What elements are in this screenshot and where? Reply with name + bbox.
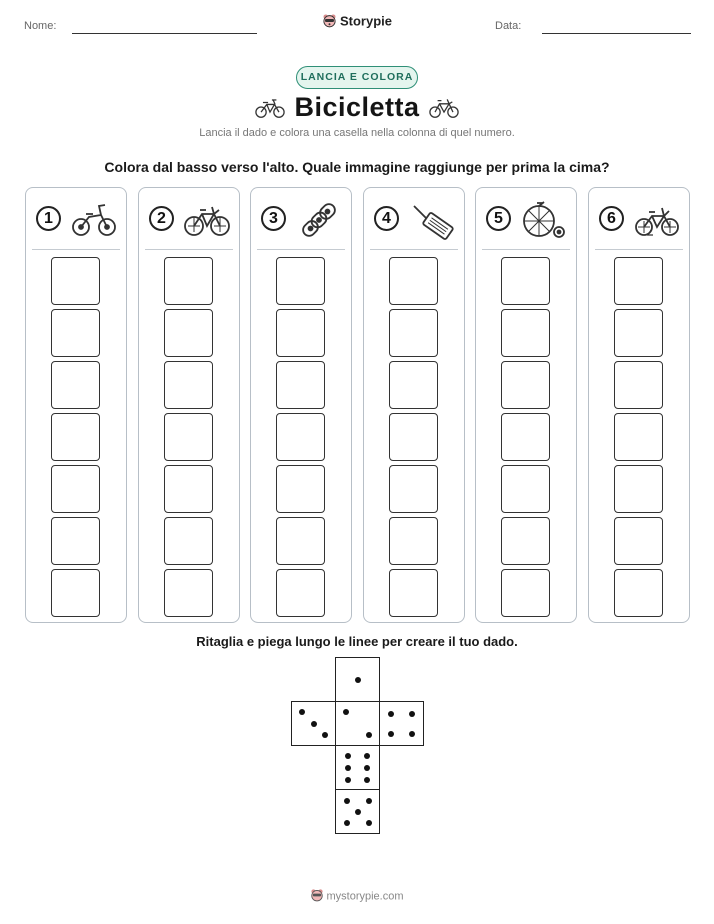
die-pip (366, 820, 372, 826)
color-cell[interactable] (501, 517, 550, 565)
column-header (364, 188, 464, 248)
color-cell[interactable] (164, 309, 213, 357)
color-cell[interactable] (164, 257, 213, 305)
cut-instruction: Ritaglia e piega lungo le linee per creare il tuo dado. (196, 634, 518, 649)
color-cell[interactable] (164, 569, 213, 617)
brand-name: Storypie (339, 13, 392, 29)
die-pip (345, 753, 351, 759)
color-cell[interactable] (51, 257, 100, 305)
color-cell[interactable] (389, 569, 438, 617)
instruction: Colora dal basso verso l'alto. Quale immagine raggiunge per prima la cima? (104, 159, 610, 175)
color-cell[interactable] (51, 517, 100, 565)
die-pip (344, 820, 350, 826)
die-pip (322, 732, 328, 738)
color-cell[interactable] (51, 413, 100, 461)
column-number: 2 (149, 206, 174, 231)
date-field-line[interactable] (542, 33, 691, 34)
die-pip (299, 709, 305, 715)
column-header (251, 188, 351, 248)
column-number: 5 (486, 206, 511, 231)
color-cell[interactable] (51, 465, 100, 513)
footer-url[interactable]: mystorypie.com (326, 890, 404, 903)
brand (0, 13, 714, 31)
color-cell[interactable] (276, 569, 325, 617)
column-1 (25, 187, 127, 623)
die-pip (388, 711, 394, 717)
die-pip (345, 777, 351, 783)
column-header (476, 188, 576, 248)
die-face-4 (379, 701, 424, 746)
column-4 (363, 187, 465, 623)
color-cell[interactable] (614, 309, 663, 357)
color-cell[interactable] (501, 257, 550, 305)
color-cell[interactable] (51, 309, 100, 357)
die-pip (355, 809, 361, 815)
color-cell[interactable] (614, 517, 663, 565)
color-cell[interactable] (276, 413, 325, 461)
penny-farthing-icon (520, 200, 568, 240)
name-label: Nome: (24, 20, 57, 32)
die-pip (364, 777, 370, 783)
color-cell[interactable] (164, 517, 213, 565)
die-pip (409, 731, 415, 737)
color-cell[interactable] (389, 465, 438, 513)
page-title: Bicicletta (294, 92, 420, 122)
color-cell[interactable] (389, 309, 438, 357)
die-pip (355, 677, 361, 683)
color-cell[interactable] (389, 361, 438, 409)
color-cell[interactable] (276, 361, 325, 409)
color-cell[interactable] (164, 361, 213, 409)
column-number: 3 (261, 206, 286, 231)
footer (0, 888, 714, 905)
balance-bike-icon (70, 200, 118, 240)
color-cell[interactable] (501, 569, 550, 617)
column-5 (475, 187, 577, 623)
color-cell[interactable] (501, 361, 550, 409)
color-cell[interactable] (164, 465, 213, 513)
color-cell[interactable] (614, 257, 663, 305)
column-divider (32, 249, 120, 250)
die-face-6 (335, 745, 380, 790)
column-divider (482, 249, 570, 250)
die-pip (409, 711, 415, 717)
column-number: 6 (599, 206, 624, 231)
column-number: 1 (36, 206, 61, 231)
color-cell[interactable] (389, 257, 438, 305)
color-cell[interactable] (51, 361, 100, 409)
bike-chain-icon (295, 200, 343, 240)
die-pip (388, 731, 394, 737)
color-cell[interactable] (501, 309, 550, 357)
storypie-logo-icon (310, 888, 324, 905)
column-divider (145, 249, 233, 250)
color-cell[interactable] (389, 413, 438, 461)
activity-badge: LANCIA E COLORA (296, 66, 418, 89)
color-cell[interactable] (276, 309, 325, 357)
column-divider (595, 249, 683, 250)
subtitle: Lancia il dado e colora una casella nella colonna di quel numero. (199, 127, 515, 139)
storypie-logo-icon (322, 13, 337, 31)
column-3 (250, 187, 352, 623)
die-face-2 (335, 701, 380, 746)
color-cell[interactable] (164, 413, 213, 461)
color-cell[interactable] (501, 413, 550, 461)
die-pip (345, 765, 351, 771)
color-cell[interactable] (51, 569, 100, 617)
die-pip (364, 753, 370, 759)
column-header (139, 188, 239, 248)
column-6 (588, 187, 690, 623)
color-cell[interactable] (389, 517, 438, 565)
bike-pedal-icon (408, 200, 456, 240)
color-cell[interactable] (276, 517, 325, 565)
date-label: Data: (495, 20, 522, 32)
die-pip (364, 765, 370, 771)
column-header (589, 188, 689, 248)
color-cell[interactable] (501, 465, 550, 513)
title-bike-right-icon (428, 93, 460, 126)
column-divider (370, 249, 458, 250)
die-pip (366, 798, 372, 804)
die-pip (366, 732, 372, 738)
die-pip (343, 709, 349, 715)
name-field-line[interactable] (72, 33, 257, 34)
color-cell[interactable] (276, 257, 325, 305)
color-cell[interactable] (276, 465, 325, 513)
color-cell[interactable] (614, 361, 663, 409)
die-face-5 (335, 789, 380, 834)
kids-bike-icon (633, 200, 681, 240)
column-header (26, 188, 126, 248)
die-face-1 (335, 657, 380, 702)
die-pip (311, 721, 317, 727)
color-cell[interactable] (614, 465, 663, 513)
color-cell[interactable] (614, 413, 663, 461)
color-cell[interactable] (614, 569, 663, 617)
column-number: 4 (374, 206, 399, 231)
bicycle-icon (183, 200, 231, 240)
die-face-3 (291, 701, 336, 746)
die-pip (344, 798, 350, 804)
column-2 (138, 187, 240, 623)
column-divider (257, 249, 345, 250)
